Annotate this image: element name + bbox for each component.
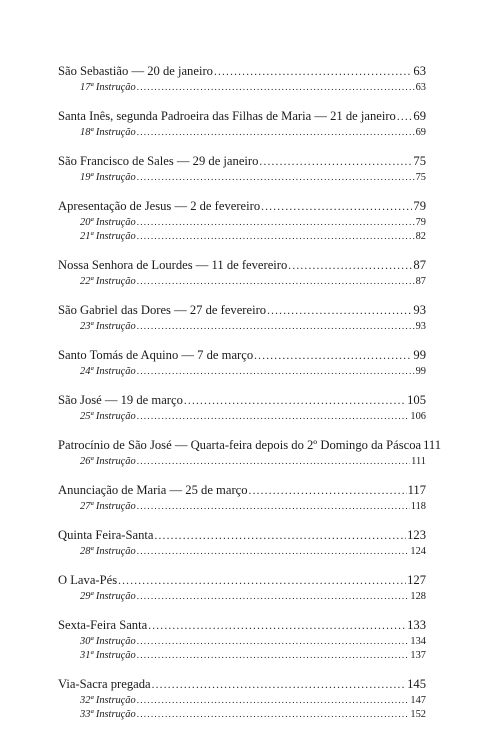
dot-leader: [137, 410, 410, 424]
toc-subentry: [58, 365, 426, 379]
toc-subentry-page: 128: [410, 591, 426, 602]
toc-entry-page: 127: [407, 573, 426, 587]
toc-subentry-label: 19ª Instrução: [80, 172, 136, 183]
toc-section: [58, 675, 426, 722]
toc-section: [58, 526, 426, 559]
toc-subentry: [58, 230, 426, 244]
toc-subentry-label: 26ª Instrução: [80, 456, 136, 467]
toc-entry-title: Patrocínio de São José — Quarta-feira depois do 2º Domingo da Páscoa: [58, 438, 422, 452]
toc-section: [58, 62, 426, 95]
dot-leader: [137, 365, 415, 379]
toc-entry-page: 69: [413, 109, 426, 123]
dot-leader: [137, 230, 415, 244]
toc-subentry: [58, 708, 426, 722]
toc-entry: [58, 301, 426, 320]
toc-subentry: [58, 500, 426, 514]
toc-section: [58, 571, 426, 604]
toc-subentry-page: 93: [415, 321, 426, 332]
dot-leader: [154, 527, 406, 545]
dot-leader: [148, 617, 406, 635]
toc-section: [58, 107, 426, 140]
toc-subentry-label: 30ª Instrução: [80, 636, 136, 647]
dot-leader: [137, 649, 410, 663]
toc-subentry: [58, 455, 426, 469]
toc-subentry-page: 111: [411, 456, 426, 467]
dot-leader: [254, 347, 412, 365]
toc-entry-page: 117: [407, 483, 426, 497]
toc-subentry: [58, 635, 426, 649]
toc-subentry-page: 118: [410, 501, 426, 512]
toc-subentry: [58, 171, 426, 185]
toc-section: [58, 616, 426, 663]
toc-section: [58, 197, 426, 244]
toc-entry-title: Santa Inês, segunda Padroeira das Filhas de Maria — 21 de janeiro: [58, 109, 396, 123]
toc-entry-page: 99: [413, 348, 426, 362]
dot-leader: [137, 708, 410, 722]
toc-entry-title: São Gabriel das Dores — 27 de fevereiro: [58, 303, 267, 317]
toc-subentry-label: 29ª Instrução: [80, 591, 136, 602]
dot-leader: [261, 198, 412, 216]
dot-leader: [137, 545, 410, 559]
toc-entry-page: 75: [413, 154, 426, 168]
toc-entry: [58, 152, 426, 171]
toc-entry-page: 123: [407, 528, 426, 542]
toc-entry-title: São José — 19 de março: [58, 393, 183, 407]
toc-entry-title: Sexta-Feira Santa: [58, 618, 148, 632]
toc-entry: [58, 256, 426, 275]
toc-subentry: [58, 275, 426, 289]
dot-leader: [137, 275, 415, 289]
dot-leader: [137, 171, 415, 185]
toc-subentry-label: 32ª Instrução: [80, 695, 136, 706]
toc-entry: [58, 481, 426, 500]
dot-leader: [137, 126, 415, 140]
toc-subentry-label: 20ª Instrução: [80, 217, 136, 228]
toc-subentry-label: 33ª Instrução: [80, 709, 136, 720]
toc-subentry-page: 63: [415, 82, 426, 93]
dot-leader: [259, 153, 412, 171]
dot-leader: [137, 455, 410, 469]
toc-entry-page: 87: [413, 258, 426, 272]
toc-subentry-label: 17ª Instrução: [80, 82, 136, 93]
toc-entry: [58, 197, 426, 216]
dot-leader: [267, 302, 412, 320]
dot-leader: [397, 108, 413, 126]
toc-subentry: [58, 590, 426, 604]
toc-section: [58, 256, 426, 289]
toc-subentry-page: 99: [415, 366, 426, 377]
dot-leader: [137, 81, 415, 95]
dot-leader: [249, 482, 407, 500]
toc-entry: [58, 391, 426, 410]
toc-subentry-label: 21ª Instrução: [80, 231, 136, 242]
toc-section: [58, 436, 442, 469]
toc-subentry: [58, 126, 426, 140]
toc-subentry-page: 75: [415, 172, 426, 183]
toc-subentry-label: 28ª Instrução: [80, 546, 136, 557]
toc-entry: [58, 675, 426, 694]
dot-leader: [118, 572, 406, 590]
toc-subentry-page: 134: [410, 636, 426, 647]
toc-subentry: [58, 410, 426, 424]
toc-entry-title: São Sebastião — 20 de janeiro: [58, 64, 213, 78]
toc-subentry: [58, 694, 426, 708]
toc-entry-title: Via-Sacra pregada: [58, 677, 151, 691]
toc-subentry-label: 31ª Instrução: [80, 650, 136, 661]
toc-entry: [58, 526, 426, 545]
toc-entry-page: 93: [413, 303, 426, 317]
toc-section: [58, 481, 426, 514]
toc-subentry-page: 152: [410, 709, 426, 720]
toc-entry-page: 105: [407, 393, 426, 407]
toc-subentry-page: 147: [410, 695, 426, 706]
dot-leader: [137, 635, 410, 649]
toc-entry: [58, 107, 426, 126]
toc-entry: [58, 616, 426, 635]
toc-subentry: [58, 216, 426, 230]
toc-entry-title: Anunciação de Maria — 25 de março: [58, 483, 248, 497]
toc-subentry-label: 22ª Instrução: [80, 276, 136, 287]
toc-section: [58, 301, 426, 334]
toc-entry-page: 79: [413, 199, 426, 213]
dot-leader: [137, 500, 410, 514]
dot-leader: [288, 257, 412, 275]
toc-section: [58, 391, 426, 424]
toc-entry: [58, 346, 426, 365]
toc-section: [58, 346, 426, 379]
toc-entry-page: 111: [423, 438, 442, 452]
toc-entry-title: Nossa Senhora de Lourdes — 11 de fevereiro: [58, 258, 288, 272]
toc-entry-title: São Francisco de Sales — 29 de janeiro: [58, 154, 259, 168]
toc-subentry: [58, 320, 426, 334]
toc-subentry: [58, 81, 426, 95]
toc-entry-title: Santo Tomás de Aquino — 7 de março: [58, 348, 254, 362]
toc-entry: [58, 571, 426, 590]
dot-leader: [137, 216, 415, 230]
toc-subentry-label: 25ª Instrução: [80, 411, 136, 422]
toc-subentry: [58, 545, 426, 559]
toc-subentry-page: 79: [415, 217, 426, 228]
dot-leader: [184, 392, 406, 410]
toc-subentry-label: 24ª Instrução: [80, 366, 136, 377]
toc-subentry: [58, 649, 426, 663]
toc-entry: [58, 436, 442, 455]
toc-subentry-page: 137: [410, 650, 426, 661]
toc-subentry-label: 27ª Instrução: [80, 501, 136, 512]
toc-subentry-page: 106: [410, 411, 426, 422]
toc-subentry-page: 124: [410, 546, 426, 557]
dot-leader: [152, 676, 407, 694]
toc-section: [58, 152, 426, 185]
toc-subentry-label: 23ª Instrução: [80, 321, 136, 332]
toc-entry-page: 145: [407, 677, 426, 691]
toc-subentry-page: 82: [415, 231, 426, 242]
dot-leader: [214, 63, 412, 81]
toc-entry-title: O Lava-Pés: [58, 573, 118, 587]
toc-subentry-label: 18ª Instrução: [80, 127, 136, 138]
toc-entry-title: Quinta Feira-Santa: [58, 528, 154, 542]
table-of-contents: [58, 62, 442, 734]
toc-entry-page: 133: [407, 618, 426, 632]
toc-entry: [58, 62, 426, 81]
toc-entry-page: 63: [413, 64, 426, 78]
toc-subentry-page: 69: [415, 127, 426, 138]
dot-leader: [137, 320, 415, 334]
toc-subentry-page: 87: [415, 276, 426, 287]
dot-leader: [137, 590, 410, 604]
dot-leader: [137, 694, 410, 708]
toc-entry-title: Apresentação de Jesus — 2 de fevereiro: [58, 199, 261, 213]
